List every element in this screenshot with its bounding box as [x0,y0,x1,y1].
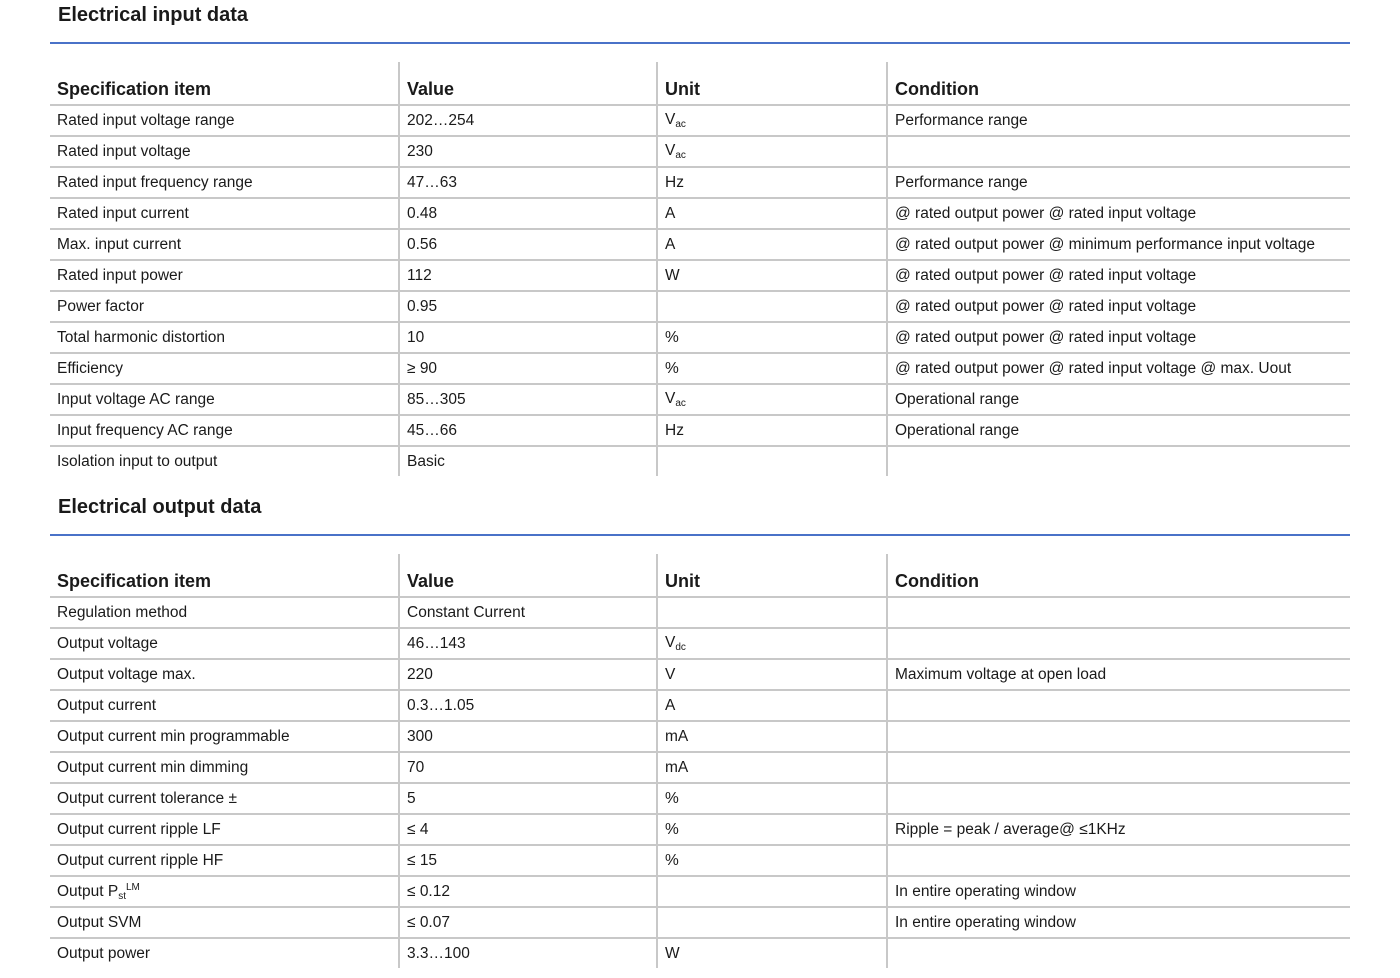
cell-value [399,752,657,783]
cell-specification-item [50,322,399,353]
cell-specification-item [50,446,399,476]
cell-specification-item [50,721,399,752]
value-text: 45…66 [407,421,457,439]
table-row [50,628,1350,659]
condition-text: @ rated output power @ rated input voltage @ max. Uout [895,359,1292,377]
unit-text: mA [665,758,689,776]
table-row [50,814,1350,845]
cell-unit [657,876,887,907]
table-row [50,260,1350,291]
cell-value [399,260,657,291]
unit-text: V [665,665,676,683]
cell-unit [657,415,887,446]
cell-condition [887,597,1350,628]
table-row [50,907,1350,938]
cell-unit [657,907,887,938]
cell-condition [887,938,1350,968]
value-text: 10 [407,328,425,346]
item-text: Total harmonic distortion [57,328,225,346]
cell-value [399,384,657,415]
value-text: 230 [407,142,433,160]
cell-condition [887,721,1350,752]
cell-unit [657,597,887,628]
cell-condition [887,384,1350,415]
cell-condition [887,907,1350,938]
item-text: Output current ripple LF [57,820,221,838]
value-text: 5 [407,789,416,807]
table-row [50,198,1350,229]
item-text: Rated input current [57,204,189,222]
item-text: Regulation method [57,603,188,621]
cell-value [399,783,657,814]
value-text: 47…63 [407,173,457,191]
item-text: Output current min dimming [57,758,249,776]
cell-unit [657,446,887,476]
cell-condition [887,198,1350,229]
cell-unit [657,136,887,167]
cell-condition [887,291,1350,322]
table-header-row [50,554,1350,597]
cell-unit [657,353,887,384]
item-text: Output current ripple HF [57,851,224,869]
unit-text: % [665,359,679,377]
cell-unit [657,783,887,814]
cell-specification-item [50,384,399,415]
item-text: Isolation input to output [57,452,218,470]
cell-unit [657,105,887,136]
value-text: ≤ 15 [407,851,438,869]
table-row [50,876,1350,907]
value-text: 300 [407,727,433,745]
cell-specification-item [50,353,399,384]
table-row [50,322,1350,353]
cell-value [399,597,657,628]
condition-text: Performance range [895,111,1028,129]
cell-specification-item [50,814,399,845]
cell-specification-item [50,907,399,938]
cell-value [399,446,657,476]
cell-condition [887,136,1350,167]
item-text: Output SVM [57,913,142,931]
cell-unit [657,938,887,968]
unit-text: A [665,204,676,222]
cell-specification-item [50,415,399,446]
cell-specification-item [50,291,399,322]
table-row [50,659,1350,690]
table-row [50,384,1350,415]
value-text: 46…143 [407,634,466,652]
condition-text: Maximum voltage at open load [895,665,1107,683]
cell-condition [887,229,1350,260]
item-text: Efficiency [57,359,124,377]
item-text: Output voltage max. [57,665,196,683]
unit-text: V [665,142,676,159]
cell-value [399,229,657,260]
value-text: 0.3…1.05 [407,696,475,714]
header-value: Value [399,554,657,597]
cell-unit [657,229,887,260]
unit-text: V [665,390,676,407]
cell-condition [887,876,1350,907]
unit-text: Hz [665,173,684,191]
item-text: Output voltage [57,634,158,652]
item-text: Output P [57,882,119,900]
cell-condition [887,446,1350,476]
cell-value [399,628,657,659]
cell-unit [657,291,887,322]
cell-specification-item [50,105,399,136]
table-row [50,291,1350,322]
item-text: Input frequency AC range [57,421,233,439]
cell-specification-item [50,876,399,907]
value-text: ≥ 90 [407,359,438,377]
header-condition: Condition [887,62,1350,105]
cell-value [399,938,657,968]
value-text: 202…254 [407,111,475,129]
unit-subscript: ac [675,150,686,161]
table-row [50,690,1350,721]
cell-condition [887,167,1350,198]
cell-value [399,136,657,167]
unit-text: % [665,328,679,346]
cell-specification-item [50,260,399,291]
item-text: Output power [57,944,151,962]
cell-condition [887,353,1350,384]
table-row [50,938,1350,968]
cell-unit [657,752,887,783]
cell-unit [657,659,887,690]
condition-text: Ripple = peak / average@ ≤1KHz [895,820,1126,838]
cell-value [399,198,657,229]
item-text: Rated input power [57,266,183,284]
unit-text: A [665,235,676,253]
item-superscript: LM [125,881,140,893]
table-row [50,105,1350,136]
cell-value [399,105,657,136]
cell-condition [887,628,1350,659]
table-row [50,229,1350,260]
condition-text: In entire operating window [895,882,1076,900]
table-row [50,167,1350,198]
header-value: Value [399,62,657,105]
item-subscript: st [118,890,126,902]
cell-condition [887,260,1350,291]
cell-specification-item [50,136,399,167]
cell-condition [887,845,1350,876]
cell-condition [887,814,1350,845]
item-text: Input voltage AC range [57,390,215,408]
condition-text: In entire operating window [895,913,1076,931]
cell-unit [657,845,887,876]
unit-subscript: ac [675,398,686,409]
header-unit: Unit [657,62,887,105]
cell-value [399,291,657,322]
unit-text: Hz [665,421,684,439]
cell-specification-item [50,690,399,721]
value-text: 3.3…100 [407,944,470,962]
unit-subscript: dc [675,642,686,653]
value-text: Constant Current [407,603,526,621]
cell-value [399,876,657,907]
cell-specification-item [50,938,399,968]
value-text: 220 [407,665,433,683]
condition-text: Operational range [895,421,1020,439]
header-specification-item: Specification item [50,554,399,597]
cell-condition [887,415,1350,446]
table-row [50,752,1350,783]
table-row [50,446,1350,476]
electrical-output-table [50,554,1350,968]
unit-text: % [665,851,679,869]
unit-text: % [665,820,679,838]
value-text: 70 [407,758,425,776]
table-row [50,415,1350,446]
cell-unit [657,814,887,845]
item-text: Rated input voltage range [57,111,235,129]
electrical-input-section [50,0,1350,476]
item-text: Rated input frequency range [57,173,253,191]
header-specification-item: Specification item [50,62,399,105]
cell-value [399,907,657,938]
cell-condition [887,752,1350,783]
item-text: Max. input current [57,235,182,253]
cell-specification-item [50,659,399,690]
value-text: 0.56 [407,235,438,253]
cell-condition [887,322,1350,353]
condition-text: @ rated output power @ rated input voltage [895,297,1197,315]
table-header-row [50,62,1350,105]
cell-specification-item [50,167,399,198]
cell-specification-item [50,783,399,814]
cell-specification-item [50,628,399,659]
header-condition: Condition [887,554,1350,597]
table-row [50,353,1350,384]
cell-specification-item [50,198,399,229]
condition-text: @ rated output power @ minimum performance input voltage [895,235,1316,253]
electrical-output-section [50,492,1350,968]
value-text: 112 [407,266,432,284]
cell-condition [887,105,1350,136]
cell-value [399,721,657,752]
unit-text: W [665,266,680,284]
section-title: Electrical input data [50,0,1350,44]
cell-unit [657,721,887,752]
value-text: 85…305 [407,390,466,408]
condition-text: Operational range [895,390,1020,408]
condition-text: @ rated output power @ rated input voltage [895,204,1197,222]
item-text: Output current min programmable [57,727,290,745]
cell-unit [657,260,887,291]
cell-specification-item [50,229,399,260]
unit-text: V [665,634,676,651]
table-row [50,783,1350,814]
cell-condition [887,783,1350,814]
condition-text: @ rated output power @ rated input voltage [895,328,1197,346]
table-row [50,597,1350,628]
condition-text: @ rated output power @ rated input voltage [895,266,1197,284]
value-text: 0.95 [407,297,438,315]
section-title: Electrical output data [50,492,1350,536]
cell-condition [887,690,1350,721]
cell-unit [657,690,887,721]
cell-value [399,322,657,353]
cell-unit [657,384,887,415]
cell-specification-item [50,752,399,783]
value-text: ≤ 4 [407,820,429,838]
cell-value [399,845,657,876]
cell-unit [657,628,887,659]
cell-value [399,353,657,384]
unit-text: % [665,789,679,807]
cell-value [399,415,657,446]
cell-value [399,814,657,845]
item-text: Rated input voltage [57,142,191,160]
table-row [50,845,1350,876]
electrical-input-table [50,62,1350,476]
table-body [50,597,1350,968]
value-text: ≤ 0.07 [407,913,450,931]
unit-text: mA [665,727,689,745]
table-body [50,105,1350,476]
header-unit: Unit [657,554,887,597]
unit-subscript: ac [675,119,686,130]
cell-value [399,690,657,721]
value-text: 0.48 [407,204,438,222]
table-row [50,721,1350,752]
cell-unit [657,167,887,198]
item-text: Power factor [57,297,145,315]
condition-text: Performance range [895,173,1028,191]
cell-condition [887,659,1350,690]
unit-text: V [665,111,676,128]
cell-specification-item [50,597,399,628]
cell-value [399,659,657,690]
unit-text: A [665,696,676,714]
cell-specification-item [50,845,399,876]
cell-value [399,167,657,198]
unit-text: W [665,944,680,962]
value-text: Basic [407,452,445,470]
value-text: ≤ 0.12 [407,882,450,900]
item-text: Output current tolerance ± [57,789,237,807]
cell-unit [657,198,887,229]
cell-unit [657,322,887,353]
table-row [50,136,1350,167]
item-text: Output current [57,696,157,714]
